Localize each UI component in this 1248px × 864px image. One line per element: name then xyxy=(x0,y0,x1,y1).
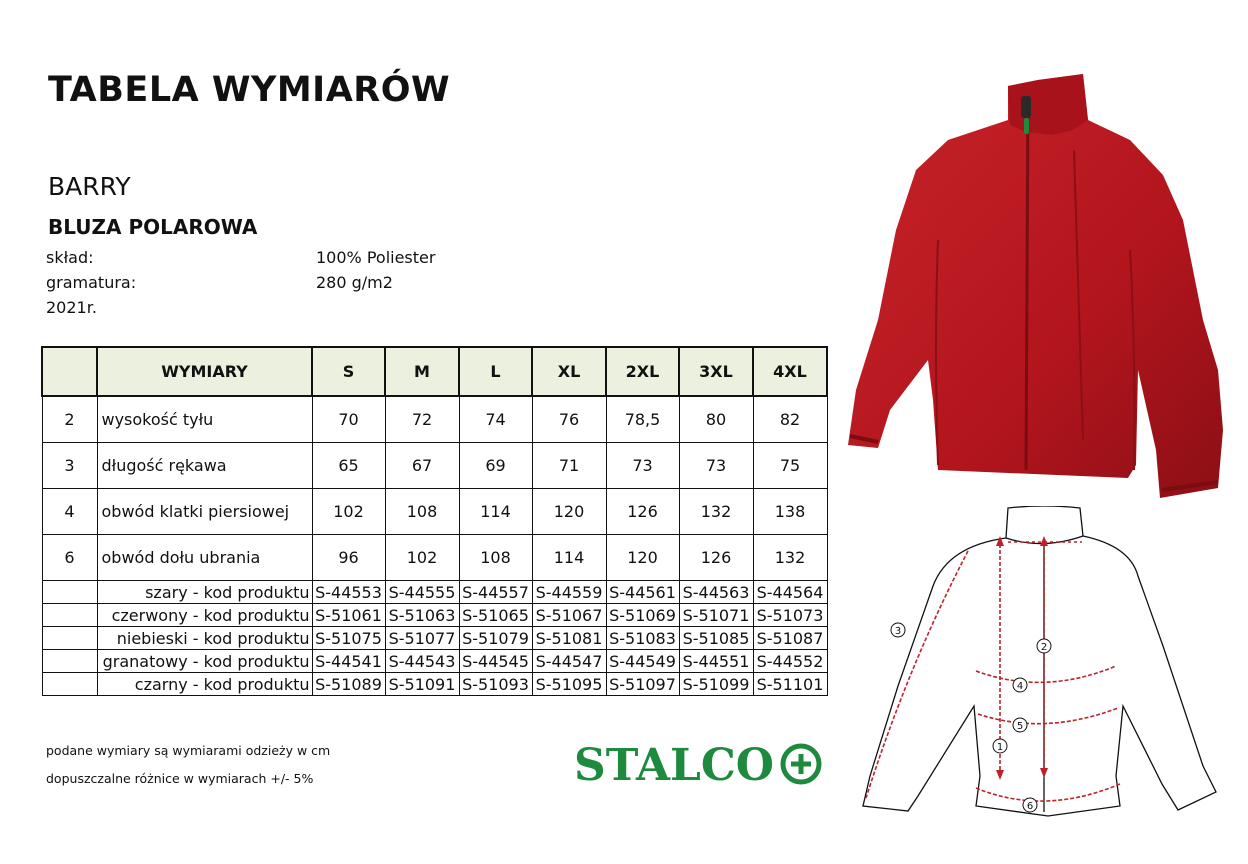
measurement-value: 72 xyxy=(385,396,459,443)
product-code-row xyxy=(42,627,827,650)
product-subtitle: BLUZA POLAROWA xyxy=(48,215,258,239)
product-code: S-51065 xyxy=(459,604,532,627)
measurement-value: 96 xyxy=(312,535,385,581)
header-label-cell: WYMIARY xyxy=(97,347,312,396)
product-code: S-44552 xyxy=(753,650,827,673)
measurement-row xyxy=(42,535,827,581)
jacket-photo xyxy=(838,70,1238,500)
measurement-number: 2 xyxy=(42,396,97,443)
measurement-value: 71 xyxy=(532,443,606,489)
product-code: S-51083 xyxy=(606,627,679,650)
measurement-value: 132 xyxy=(753,535,827,581)
measurement-value: 120 xyxy=(532,489,606,535)
measurement-row xyxy=(42,489,827,535)
product-code: S-51069 xyxy=(606,604,679,627)
code-color-label: czerwony - kod produktu xyxy=(97,604,312,627)
measurement-marker: 1 xyxy=(996,742,1004,753)
product-code: S-44543 xyxy=(385,650,459,673)
product-code: S-51093 xyxy=(459,673,532,696)
code-number-cell xyxy=(42,673,97,696)
stalco-logo xyxy=(572,738,822,788)
measurement-value: 126 xyxy=(679,535,753,581)
measurement-value: 80 xyxy=(679,396,753,443)
measurement-value: 108 xyxy=(385,489,459,535)
note-units: podane wymiary są wymiarami odzieży w cm xyxy=(46,743,331,758)
measurement-marker: 6 xyxy=(1026,801,1034,812)
product-code: S-51097 xyxy=(606,673,679,696)
spec-value-composition: 100% Poliester xyxy=(316,248,436,267)
size-header: 4XL xyxy=(753,347,827,396)
measurement-row xyxy=(42,396,827,443)
product-code: S-51067 xyxy=(532,604,606,627)
measurement-value: 102 xyxy=(312,489,385,535)
product-code: S-51077 xyxy=(385,627,459,650)
header-num-cell xyxy=(42,347,97,396)
measurement-value: 73 xyxy=(606,443,679,489)
code-color-label: granatowy - kod produktu xyxy=(97,650,312,673)
measurement-value: 132 xyxy=(679,489,753,535)
size-table xyxy=(41,346,828,696)
product-model: BARRY xyxy=(48,172,131,201)
measurement-marker: 5 xyxy=(1016,721,1024,732)
product-code: S-44545 xyxy=(459,650,532,673)
product-code: S-44563 xyxy=(679,581,753,604)
product-code: S-51061 xyxy=(312,604,385,627)
product-code: S-44549 xyxy=(606,650,679,673)
measurement-value: 73 xyxy=(679,443,753,489)
product-code: S-51075 xyxy=(312,627,385,650)
code-number-cell xyxy=(42,627,97,650)
product-code: S-51081 xyxy=(532,627,606,650)
product-code: S-44564 xyxy=(753,581,827,604)
measurement-value: 120 xyxy=(606,535,679,581)
measurement-value: 138 xyxy=(753,489,827,535)
measurement-number: 3 xyxy=(42,443,97,489)
product-code-row xyxy=(42,673,827,696)
product-code: S-44557 xyxy=(459,581,532,604)
measurement-name: długość rękawa xyxy=(97,443,312,489)
measurement-number: 4 xyxy=(42,489,97,535)
measurement-value: 114 xyxy=(459,489,532,535)
table-header-row xyxy=(42,347,827,396)
product-code: S-51095 xyxy=(532,673,606,696)
measurement-value: 70 xyxy=(312,396,385,443)
measurement-value: 65 xyxy=(312,443,385,489)
measurement-row xyxy=(42,443,827,489)
measurement-value: 82 xyxy=(753,396,827,443)
spec-label-composition: skład: xyxy=(46,248,94,267)
size-header: 3XL xyxy=(679,347,753,396)
product-code: S-51079 xyxy=(459,627,532,650)
product-code: S-44547 xyxy=(532,650,606,673)
product-code-row xyxy=(42,650,827,673)
note-tolerance: dopuszczalne różnice w wymiarach +/- 5% xyxy=(46,771,314,786)
measurement-diagram xyxy=(848,506,1240,858)
measurement-name: obwód klatki piersiowej xyxy=(97,489,312,535)
code-color-label: niebieski - kod produktu xyxy=(97,627,312,650)
spec-label-weight: gramatura: xyxy=(46,273,137,292)
code-number-cell xyxy=(42,604,97,627)
measurement-number: 6 xyxy=(42,535,97,581)
measurement-value: 114 xyxy=(532,535,606,581)
product-code: S-51063 xyxy=(385,604,459,627)
product-code: S-44555 xyxy=(385,581,459,604)
product-code-row xyxy=(42,604,827,627)
product-code: S-51089 xyxy=(312,673,385,696)
measurement-name: obwód dołu ubrania xyxy=(97,535,312,581)
code-color-label: czarny - kod produktu xyxy=(97,673,312,696)
product-code: S-44561 xyxy=(606,581,679,604)
product-code: S-51071 xyxy=(679,604,753,627)
measurement-marker: 4 xyxy=(1016,681,1024,692)
measurement-marker: 3 xyxy=(894,626,902,637)
measurement-value: 102 xyxy=(385,535,459,581)
logo-text: STALCO xyxy=(574,740,774,788)
product-code: S-51087 xyxy=(753,627,827,650)
product-code: S-44551 xyxy=(679,650,753,673)
measurement-value: 126 xyxy=(606,489,679,535)
measurement-value: 75 xyxy=(753,443,827,489)
code-number-cell xyxy=(42,650,97,673)
product-code: S-51091 xyxy=(385,673,459,696)
size-header: L xyxy=(459,347,532,396)
spec-label-year: 2021r. xyxy=(46,298,97,317)
measurement-value: 108 xyxy=(459,535,532,581)
product-code-row xyxy=(42,581,827,604)
measurement-name: wysokość tyłu xyxy=(97,396,312,443)
measurement-marker: 2 xyxy=(1040,642,1048,653)
measurement-value: 69 xyxy=(459,443,532,489)
product-code: S-51099 xyxy=(679,673,753,696)
size-header: XL xyxy=(532,347,606,396)
page-title: TABELA WYMIARÓW xyxy=(48,70,451,110)
size-header: S xyxy=(312,347,385,396)
size-header: 2XL xyxy=(606,347,679,396)
measurement-value: 76 xyxy=(532,396,606,443)
measurement-value: 78,5 xyxy=(606,396,679,443)
code-number-cell xyxy=(42,581,97,604)
product-code: S-51073 xyxy=(753,604,827,627)
product-code: S-44559 xyxy=(532,581,606,604)
measurement-value: 67 xyxy=(385,443,459,489)
product-code: S-51085 xyxy=(679,627,753,650)
product-code: S-44553 xyxy=(312,581,385,604)
product-code: S-44541 xyxy=(312,650,385,673)
measurement-value: 74 xyxy=(459,396,532,443)
spec-value-weight: 280 g/m2 xyxy=(316,273,393,292)
size-header: M xyxy=(385,347,459,396)
code-color-label: szary - kod produktu xyxy=(97,581,312,604)
product-code: S-51101 xyxy=(753,673,827,696)
